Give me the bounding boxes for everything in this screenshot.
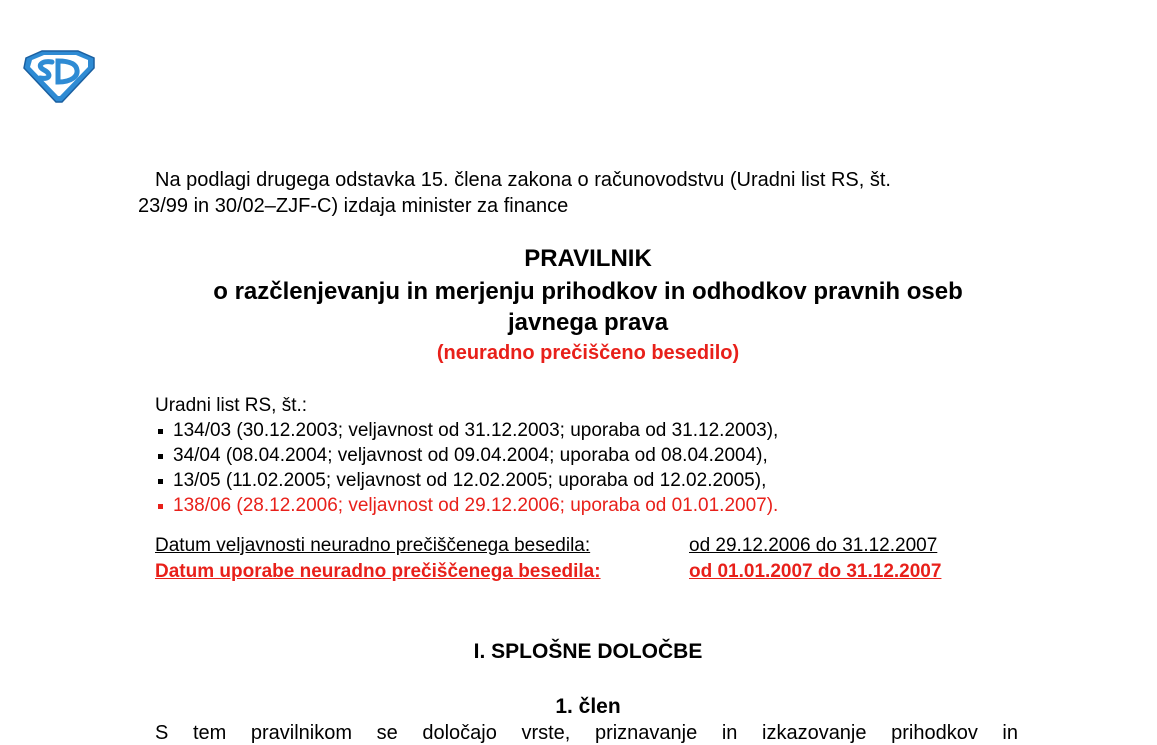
section-heading: I. SPLOŠNE DOLOČBE [473, 640, 703, 663]
document-subtitle-line-1: o razčlenjevanju in merjenju prihodkov in odhodkov pravnih oseb [213, 278, 963, 305]
gazette-item-text: 138/06 (28.12.2006; veljavnost od 29.12.2006; uporaba od 01.01.2007). [173, 495, 779, 516]
document-title: PRAVILNIK [524, 245, 652, 272]
validity-date-label: Datum veljavnosti neuradno prečiščenega besedila: [155, 535, 591, 556]
gazette-item-text: 13/05 (11.02.2005; veljavnost od 12.02.2005; uporaba od 12.02.2005), [173, 470, 767, 491]
gazette-item-text: 134/03 (30.12.2003; veljavnost od 31.12.2003; uporaba od 31.12.2003), [173, 420, 779, 441]
sd-logo-icon [22, 50, 96, 104]
unofficial-text-note: (neuradno prečiščeno besedilo) [436, 342, 740, 364]
article-heading: 1. člen [555, 695, 621, 718]
gazette-item [155, 445, 768, 467]
bullet-square-icon [158, 429, 163, 434]
application-date-value: od 01.01.2007 do 31.12.2007 [689, 561, 942, 582]
intro-line-2: 23/99 in 30/02–ZJF-C) izdaja minister za finance [138, 195, 569, 217]
bullet-square-icon [158, 479, 163, 484]
intro-line-1: Na podlagi drugega odstavka 15. člena zakona o računovodstvu (Uradni list RS, št. [155, 169, 891, 191]
gazette-item-latest [155, 495, 778, 517]
gazette-label: Uradni list RS, št.: [155, 395, 308, 416]
article-body-text: S tem pravilnikom se določajo vrste, priznavanje in izkazovanje prihodkov in [155, 722, 1018, 744]
gazette-item [155, 420, 778, 442]
validity-date-value: od 29.12.2006 do 31.12.2007 [689, 535, 938, 556]
gazette-item [155, 470, 766, 492]
application-date-label: Datum uporabe neuradno prečiščenega besedila: [155, 561, 601, 582]
document-subtitle-line-2: javnega prava [507, 309, 669, 336]
bullet-square-icon [158, 504, 163, 509]
bullet-square-icon [158, 454, 163, 459]
gazette-item-text: 34/04 (08.04.2004; veljavnost od 09.04.2004; uporaba od 08.04.2004), [173, 445, 768, 466]
application-date-row [155, 561, 941, 583]
validity-date-row [155, 535, 937, 557]
